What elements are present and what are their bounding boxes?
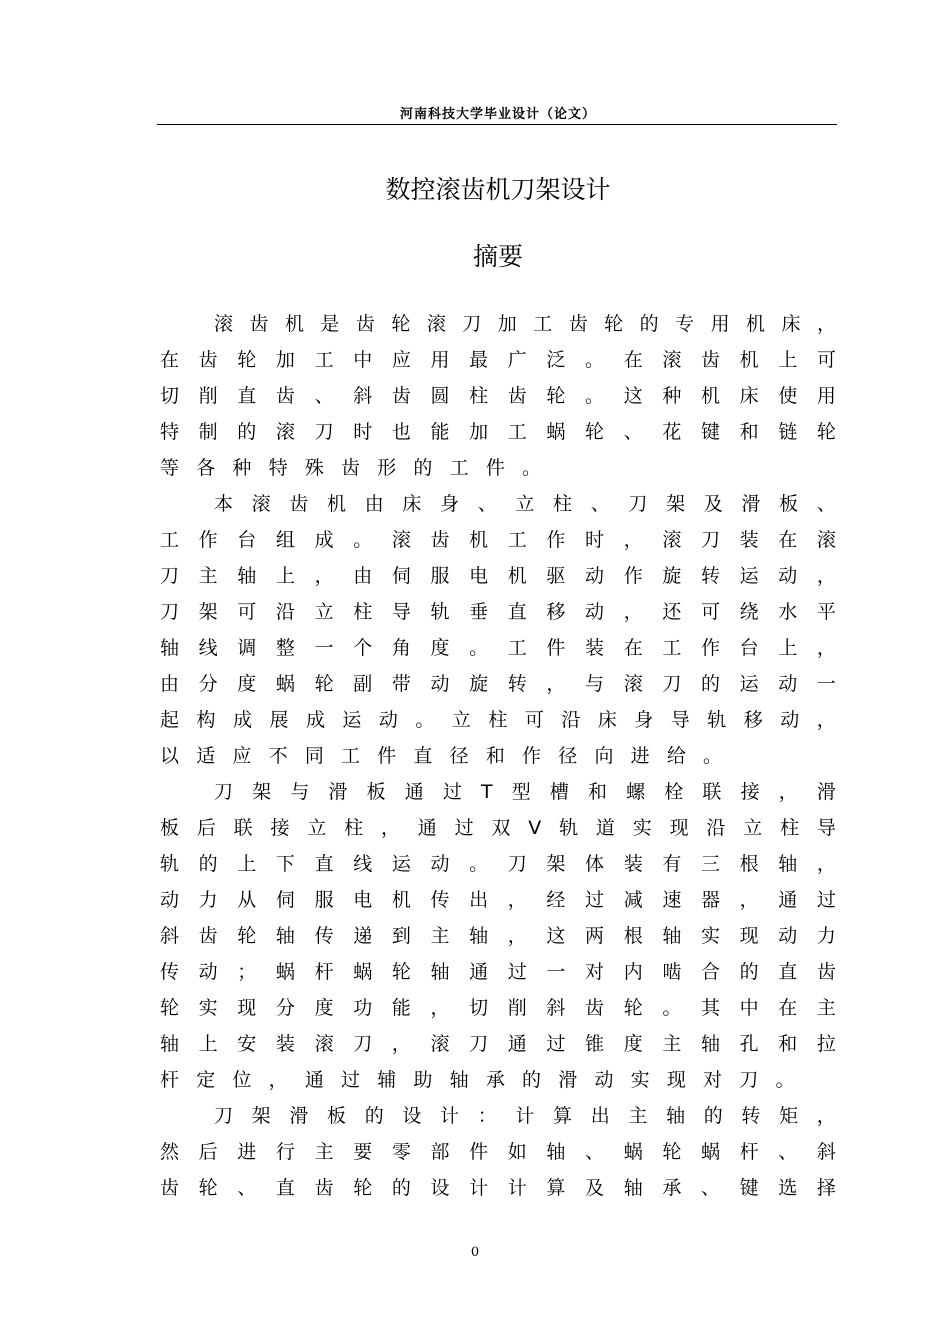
abstract-heading: 摘要 (472, 242, 523, 271)
abstract-body (160, 306, 836, 1206)
text-line: 传 动 ； 蜗 杆 蜗 轮 轴 通 过 一 对 内 啮 合 的 直 齿 (160, 961, 836, 983)
page-number: 0 (470, 1245, 480, 1260)
text-line: 刀 架 与 滑 板 通 过 T 型 槽 和 螺 栓 联 接 ， 滑 (214, 781, 836, 803)
text-line: 刀 架 滑 板 的 设 计 ： 计 算 出 主 轴 的 转 矩 ， (214, 1105, 836, 1127)
text-line: 在 齿 轮 加 工 中 应 用 最 广 泛 。 在 滚 齿 机 上 可 (160, 349, 836, 371)
text-line: 起 构 成 展 成 运 动 。 立 柱 可 沿 床 身 导 轨 移 动 ， (160, 709, 836, 731)
text-line: 特 制 的 滚 刀 时 也 能 加 工 蜗 轮 、 花 键 和 链 轮 (160, 421, 836, 443)
text-line: 动 力 从 伺 服 电 机 传 出 ， 经 过 减 速 器 ， 通 过 (160, 889, 836, 911)
text-line: 等 各 种 特 殊 齿 形 的 工 件 。 (160, 457, 542, 479)
text-line: 切 削 直 齿 、 斜 齿 圆 柱 齿 轮 。 这 种 机 床 使 用 (160, 385, 836, 407)
text-line: 轴 线 调 整 一 个 角 度 。 工 件 装 在 工 作 台 上 ， (160, 637, 836, 659)
text-line: 轨 的 上 下 直 线 运 动 。 刀 架 体 装 有 三 根 轴 ， (160, 853, 836, 875)
text-line: 刀 主 轴 上 ， 由 伺 服 电 机 驱 动 作 旋 转 运 动 ， (160, 565, 836, 587)
text-line: 齿 轮 、 直 齿 轮 的 设 计 计 算 及 轴 承 、 键 选 择 (160, 1177, 836, 1199)
text-line: 工 作 台 组 成 。 滚 齿 机 工 作 时 ， 滚 刀 装 在 滚 (160, 529, 836, 551)
header-rule (157, 124, 837, 125)
text-line: 以 适 应 不 同 工 件 直 径 和 作 径 向 进 给 。 (160, 745, 723, 767)
text-line: 板 后 联 接 立 柱 ， 通 过 双 V 轨 道 实 现 沿 立 柱 导 (160, 817, 836, 839)
text-line: 本 滚 齿 机 由 床 身 、 立 柱 、 刀 架 及 滑 板 、 (214, 493, 836, 515)
text-line: 轮 实 现 分 度 功 能 ， 切 削 斜 齿 轮 。 其 中 在 主 (160, 997, 836, 1019)
document-title: 数控滚齿机刀架设计 (385, 175, 611, 204)
text-line: 由 分 度 蜗 轮 副 带 动 旋 转 ， 与 滚 刀 的 运 动 一 (160, 673, 836, 695)
running-header: 河南科技大学毕业设计（论文） (399, 107, 596, 122)
text-line: 然 后 进 行 主 要 零 部 件 如 轴 、 蜗 轮 蜗 杆 、 斜 (160, 1141, 836, 1163)
text-line: 刀 架 可 沿 立 柱 导 轨 垂 直 移 动 ， 还 可 绕 水 平 (160, 601, 836, 623)
text-line: 轴 上 安 装 滚 刀 ， 滚 刀 通 过 锥 度 主 轴 孔 和 拉 (160, 1033, 836, 1055)
text-line: 杆 定 位 ， 通 过 辅 助 轴 承 的 滑 动 实 现 对 刀 。 (160, 1069, 795, 1091)
text-line: 斜 齿 轮 轴 传 递 到 主 轴 ， 这 两 根 轴 实 现 动 力 (160, 925, 836, 947)
text-line: 滚 齿 机 是 齿 轮 滚 刀 加 工 齿 轮 的 专 用 机 床 ， (214, 313, 836, 335)
